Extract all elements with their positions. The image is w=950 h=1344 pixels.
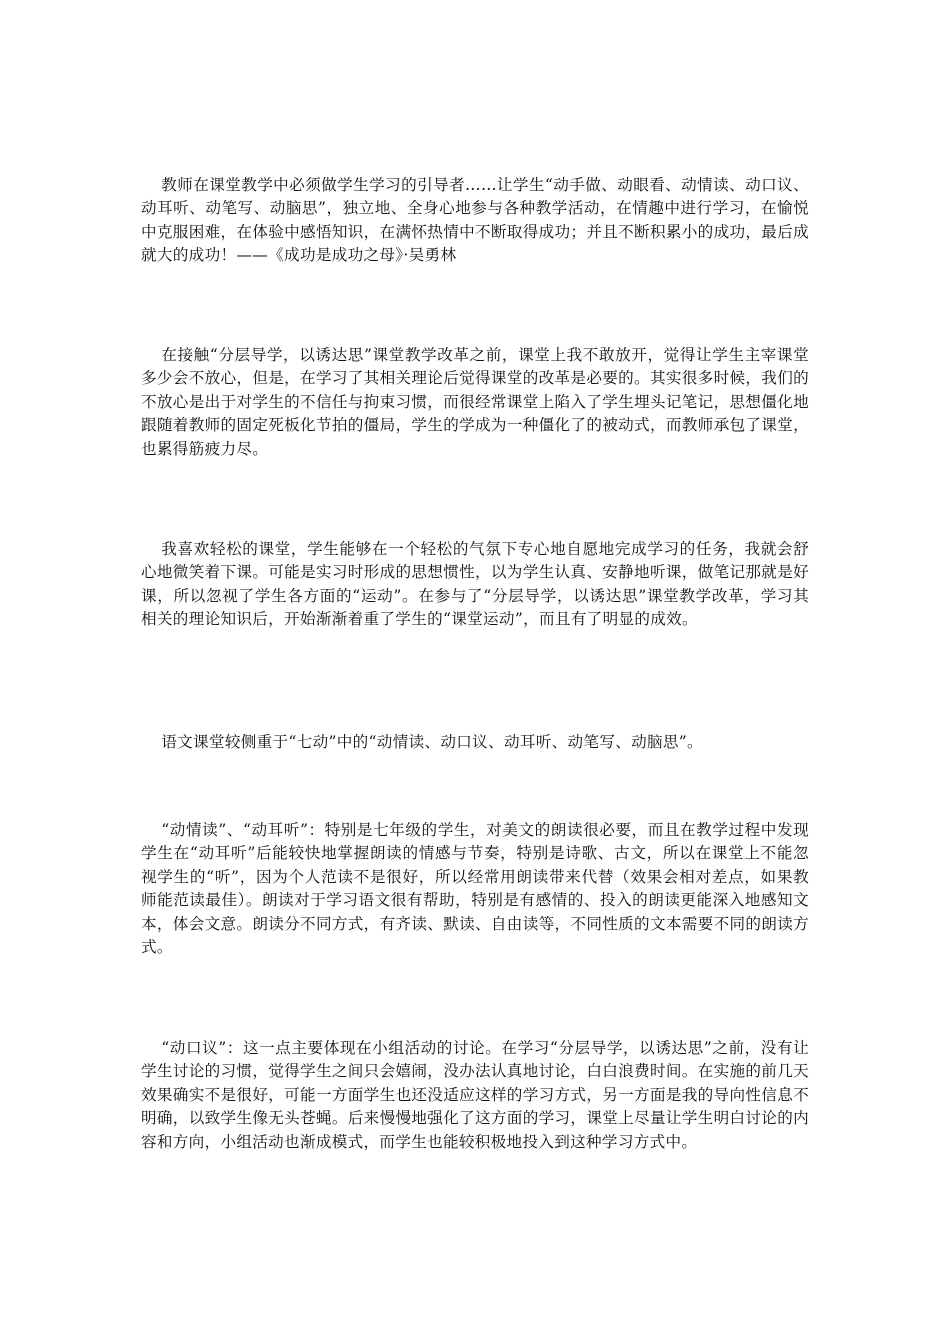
paragraph-quote: 教师在课堂教学中必须做学生学习的引导者……让学生“动手做、动眼看、动情读、动口议、动耳听、动笔写、动脑思”，独立地、全身心地参与各种教学活动，在情趣中进行学习，在愉悦中克服困难，在体验中感悟知识，在满怀热情中不断取得成功；并且不断积累小的成功，最后成就大的成功！——《成功是成功之母》·吴勇林 — [141, 176, 809, 265]
paragraph-reform-before: 在接触“分层导学，以诱达思”课堂教学改革之前，课堂上我不敢放开，觉得让学生主宰课堂多少会不放心，但是，在学习了其相关理论后觉得课堂的改革是必要的。其实很多时候，我们的不放心是出于对学生的不信任与拘束习惯，而很经常课堂上陷入了学生埋头记笔记，思想僵化地跟随着教师的固定死板化节拍的僵局，学生的学成为一种僵化了的被动式，而教师承包了课堂，也累得筋疲力尽。 — [141, 346, 809, 458]
paragraph-relaxed-class: 我喜欢轻松的课堂，学生能够在一个轻松的气氛下专心地自愿地完成学习的任务，我就会舒心地微笑着下课。可能是实习时形成的思想惯性，以为学生认真、安静地听课，做笔记那就是好课，所以忽视了学生各方面的“运动”。在参与了“分层导学，以诱达思”课堂教学改革，学习其相关的理论知识后，开始渐渐着重了学生的“课堂运动”，而且有了明显的成效。 — [141, 540, 809, 629]
paragraph-discuss: “动口议”：这一点主要体现在小组活动的讨论。在学习“分层导学，以诱达思”之前，没有让学生讨论的习惯，觉得学生之间只会嬉闹，没办法认真地讨论，白白浪费时间。在实施的前几天效果确实不是很好，可能一方面学生也还没适应这样的学习方式，另一方面是我的导向性信息不明确，以致学生像无头苍蝇。后来慢慢地强化了这方面的学习，课堂上尽量让学生明白讨论的内容和方向，小组活动也渐成模式，而学生也能较积极地投入到这种学习方式中。 — [141, 1039, 809, 1151]
paragraph-seven-actions: 语文课堂较侧重于“七动”中的“动情读、动口议、动耳听、动笔写、动脑思”。 — [161, 733, 703, 751]
paragraph-read-listen: “动情读”、“动耳听”：特别是七年级的学生，对美文的朗读很必要，而且在教学过程中发现学生在“动耳听”后能较快地掌握朗读的情感与节奏，特别是诗歌、古文，所以在课堂上不能忽视学生的“听”，因为个人范读不是很好，所以经常用朗读带来代替（效果会相对差点，如果教师能范读最佳）。朗读对于学习语文很有帮助，特别是有感情的、投入的朗读更能深入地感知文本，体会文意。朗读分不同方式，有齐读、默读、自由读等，不同性质的文本需要不同的朗读方式。 — [141, 821, 809, 957]
